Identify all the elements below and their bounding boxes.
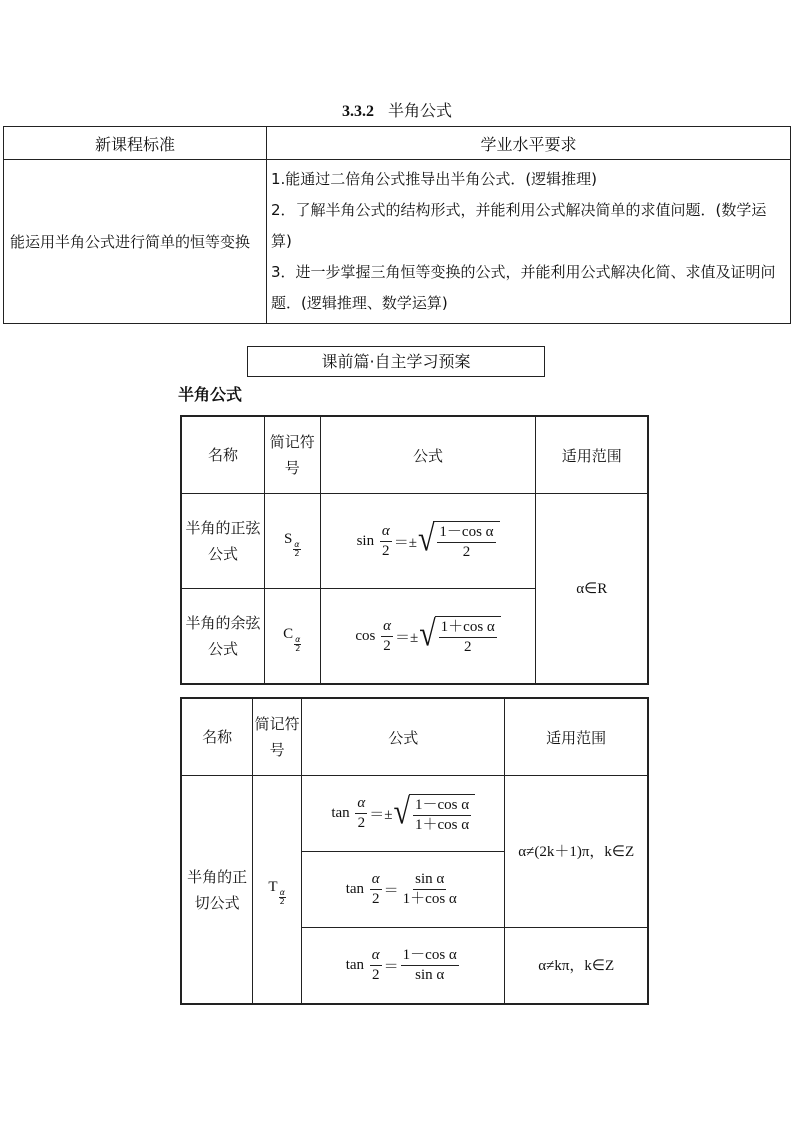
formula-table-sin-cos [180, 415, 649, 685]
tangent-name: 半角的正切公式 [181, 776, 253, 1005]
requirement-item: 3．进一步掌握三角恒等变换的公式，并能利用公式解决化简、求值及证明问题．(逻辑推理、数学运算) [271, 263, 776, 312]
tangent-scope-1: α≠(2k＋1)π，k∈Z [505, 776, 648, 928]
tangent-scope-2: α≠kπ，k∈Z [505, 928, 648, 1005]
col-scope-header: 适用范围 [536, 416, 648, 494]
tangent-symbol: T $\frac{\alpha}{2}$ [253, 776, 302, 1005]
standards-table [3, 126, 791, 324]
requirement-item: 2．了解半角公式的结构形式，并能利用公式解决简单的求值问题．(数学运算) [271, 201, 767, 250]
formula-table-tan [180, 697, 649, 1005]
sine-symbol: S $\frac{\alpha}{2}$ [264, 494, 320, 589]
requirements-cell [267, 160, 791, 324]
cosine-formula: cos $\frac{\alpha}{2}$ ＝± √ $\frac{\text{1＋cos α}}{2}$ [320, 589, 536, 685]
col-formula-header: 公式 [320, 416, 536, 494]
col-scope-header: 适用范围 [505, 698, 648, 776]
header-requirements: 学业水平要求 [267, 127, 791, 160]
cosine-symbol: C $\frac{\alpha}{2}$ [264, 589, 320, 685]
tangent-formula-2: tan $\frac{\alpha}{2}$ ＝ $\frac{\text{sin α}}{\text{1＋cos α}}$ [302, 852, 505, 928]
col-symbol-header: 简记符号 [253, 698, 302, 776]
col-symbol-header: 简记符号 [264, 416, 320, 494]
sine-name: 半角的正弦公式 [181, 494, 264, 589]
sin-cos-scope: α∈R [536, 494, 648, 685]
section-number: 3.3.2 [341, 103, 374, 120]
col-name-header: 名称 [181, 698, 253, 776]
heading-half-angle: 半角公式 [178, 385, 243, 404]
tangent-formula-1: tan $\frac{\alpha}{2}$ ＝± √ $\frac{\text{1－cos α}}{\text{1＋cos α}}$ [302, 776, 505, 852]
cosine-name: 半角的余弦公式 [181, 589, 264, 685]
standard-text: 能运用半角公式进行简单的恒等变换 [4, 160, 267, 324]
tangent-formula-3: tan $\frac{\alpha}{2}$ ＝ $\frac{\text{1－cos α}}{\text{sin α}}$ [302, 928, 505, 1005]
requirement-item: 1.能通过二倍角公式推导出半角公式．(逻辑推理) [271, 170, 598, 188]
header-standard: 新课程标准 [4, 127, 267, 160]
sine-formula: sin $\frac{\alpha}{2}$ ＝± √ $\frac{\text{1－cos α}}{2}$ [320, 494, 536, 589]
col-formula-header: 公式 [302, 698, 505, 776]
page-title [0, 98, 794, 121]
section-title: 半角公式 [387, 101, 452, 120]
section-banner: 课前篇·自主学习预案 [247, 346, 545, 377]
col-name-header: 名称 [181, 416, 264, 494]
